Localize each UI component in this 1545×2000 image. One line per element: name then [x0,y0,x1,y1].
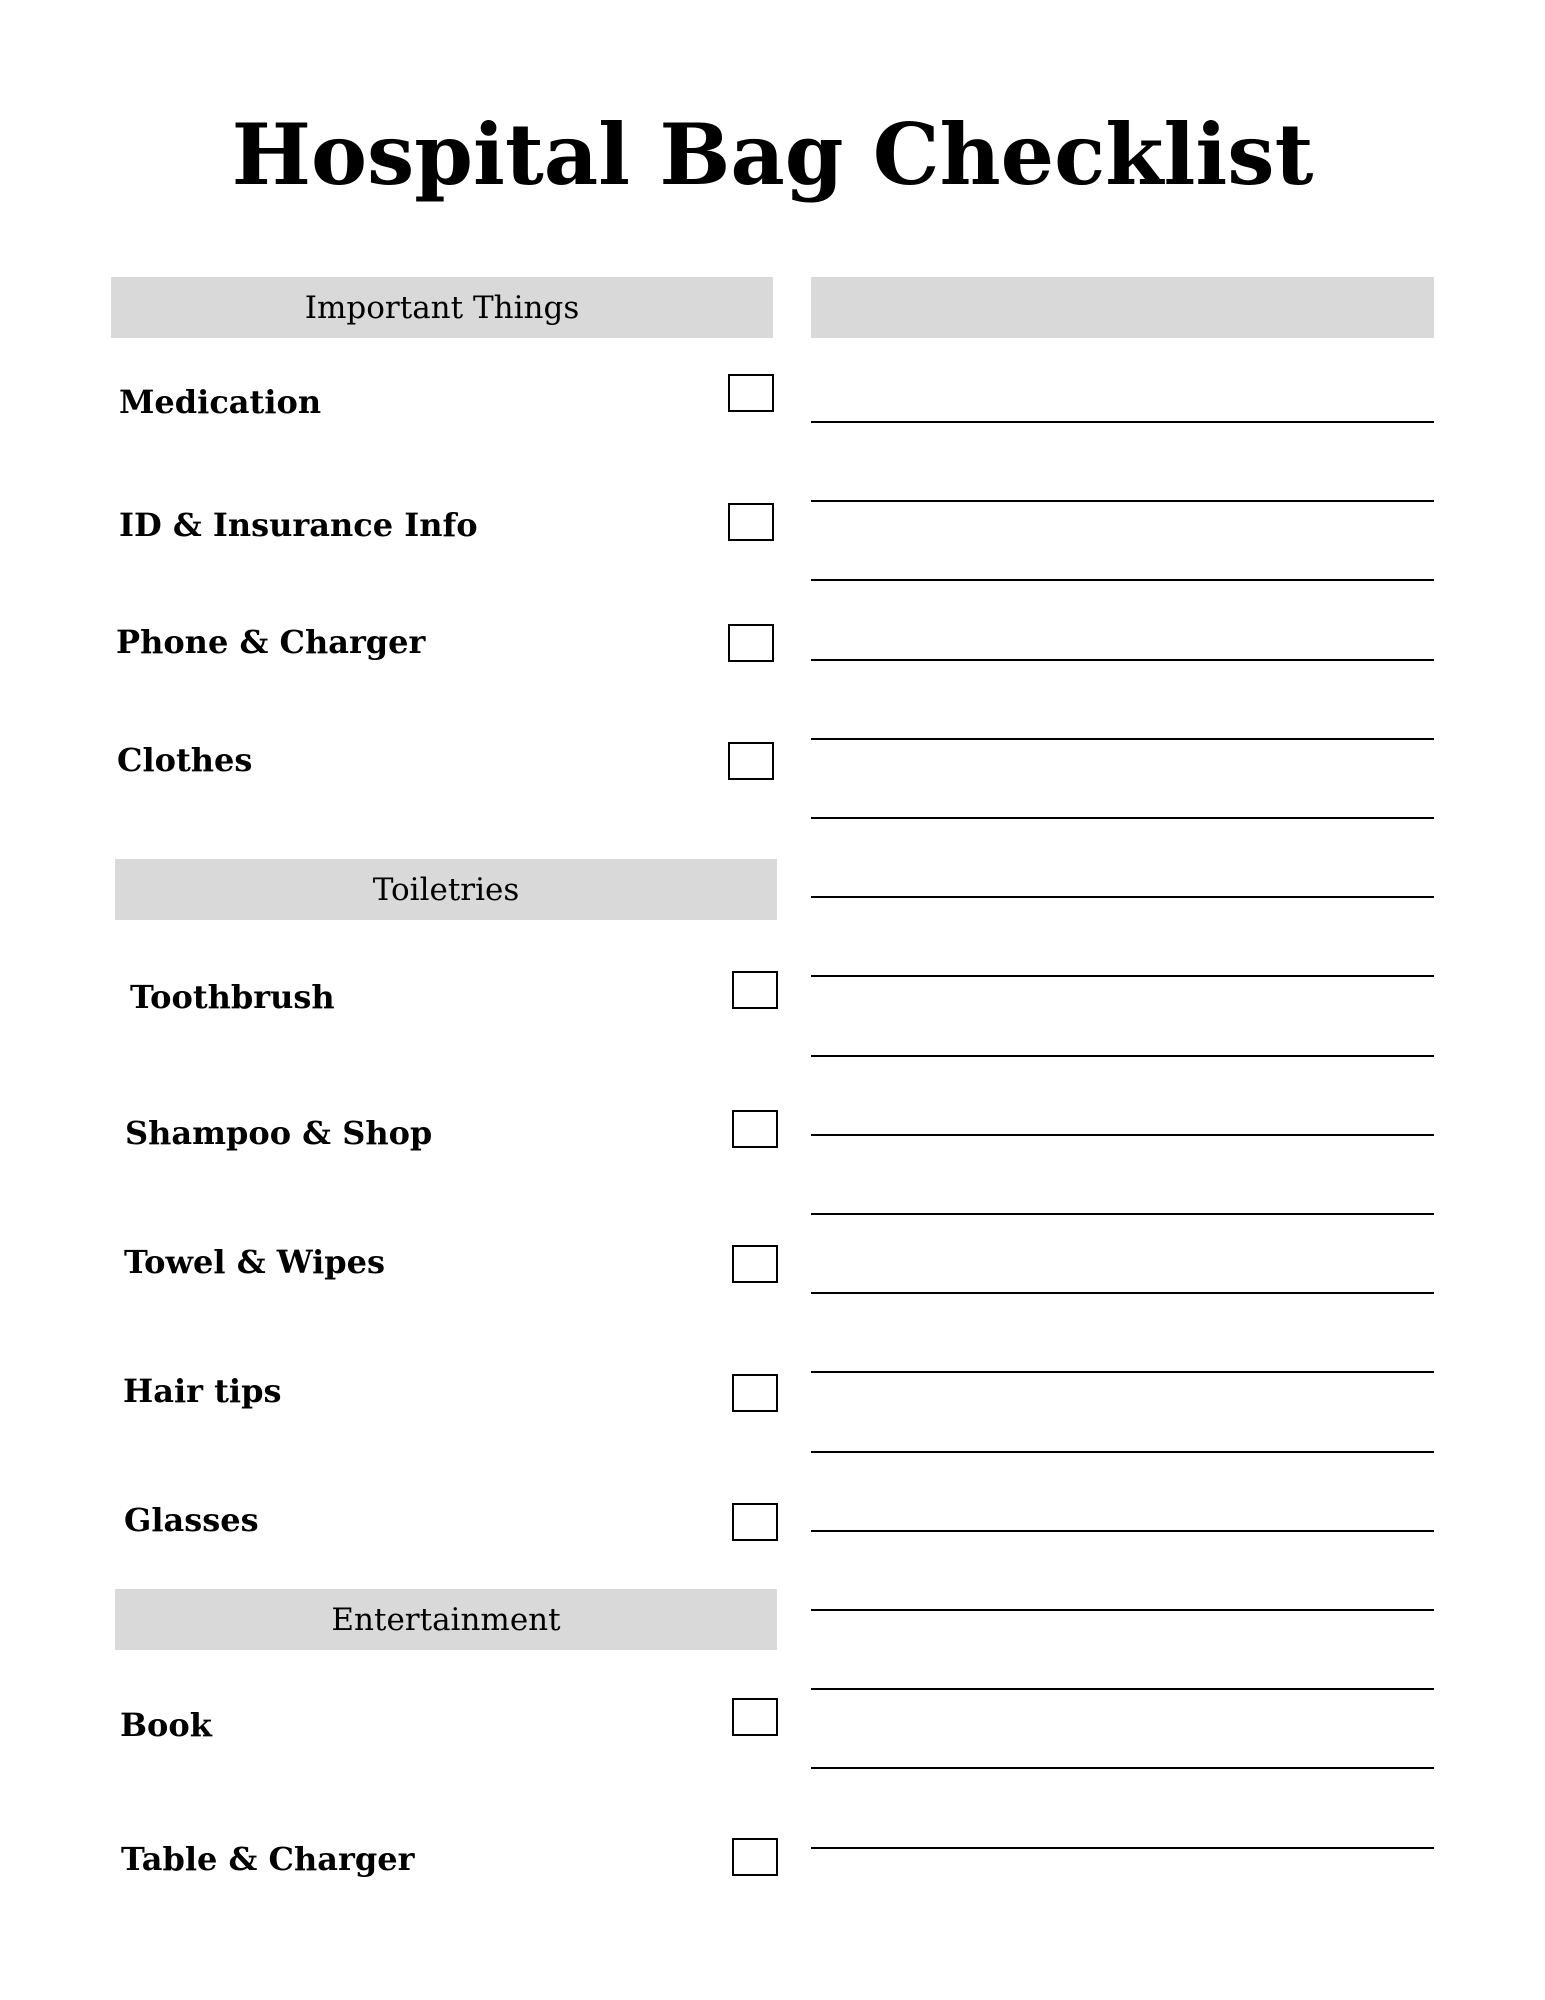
note-line[interactable] [811,1134,1434,1136]
note-line[interactable] [811,896,1434,898]
checkbox-shampoo[interactable] [732,1110,778,1148]
item-label: Hair tips [123,1372,282,1410]
item-label: Book [120,1706,212,1744]
checkbox-book[interactable] [732,1698,778,1736]
item-label: Shampoo & Shop [125,1114,433,1152]
note-line[interactable] [811,738,1434,740]
item-label: Medication [119,383,322,421]
note-line[interactable] [811,1292,1434,1294]
page-title: Hospital Bag Checklist [231,105,1314,204]
note-line[interactable] [811,1688,1434,1690]
checkbox-phone-charger[interactable] [728,624,774,662]
note-line[interactable] [811,659,1434,661]
note-line[interactable] [811,500,1434,502]
checkbox-table-charger[interactable] [732,1838,778,1876]
section-header-entertainment: Entertainment [115,1589,777,1650]
note-line[interactable] [811,1609,1434,1611]
note-line[interactable] [811,1847,1434,1849]
note-line[interactable] [811,1767,1434,1769]
note-line[interactable] [811,975,1434,977]
note-line[interactable] [811,421,1434,423]
checkbox-id-insurance[interactable] [728,503,774,541]
item-label: Glasses [124,1501,259,1539]
section-header-toiletries: Toiletries [115,859,777,920]
item-label: Towel & Wipes [124,1243,385,1281]
checkbox-clothes[interactable] [728,742,774,780]
notes-header [811,277,1434,338]
note-line[interactable] [811,1213,1434,1215]
item-label: Clothes [117,741,253,779]
item-label: Table & Charger [121,1840,415,1878]
checkbox-toothbrush[interactable] [732,971,778,1009]
note-line[interactable] [811,1371,1434,1373]
item-label: Toothbrush [130,978,335,1016]
item-label: Phone & Charger [116,623,426,661]
checkbox-hair-tips[interactable] [732,1374,778,1412]
note-line[interactable] [811,1055,1434,1057]
item-label: ID & Insurance Info [119,506,478,544]
note-line[interactable] [811,1530,1434,1532]
checkbox-towel-wipes[interactable] [732,1245,778,1283]
checkbox-medication[interactable] [728,374,774,412]
checkbox-glasses[interactable] [732,1503,778,1541]
note-line[interactable] [811,579,1434,581]
note-line[interactable] [811,1451,1434,1453]
section-header-important-things: Important Things [111,277,773,338]
note-line[interactable] [811,817,1434,819]
